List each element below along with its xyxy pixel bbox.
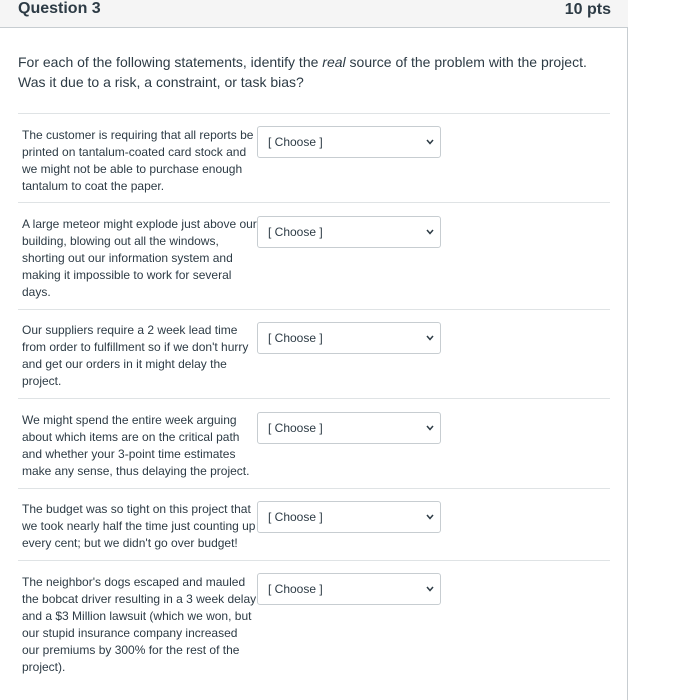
dropdown-selected-value: [ Choose ] [268,421,323,435]
question-points: 10 pts [564,1,611,18]
prompt-text-start: For each of the following statements, identify the [18,54,323,70]
chevron-down-icon [426,586,434,592]
divider [18,309,610,310]
divider [18,398,610,399]
prompt-emphasis: real [322,54,346,70]
answer-dropdown[interactable] [257,573,441,605]
divider [18,488,610,489]
prompt-text-end: source of the problem with the project. Was it due to a risk, a constraint, or task bias? [18,54,587,90]
question-header [0,0,628,28]
chevron-down-icon [426,229,434,235]
divider [18,113,610,114]
statement-text: The neighbor's dogs escaped and mauled the bobcat driver resulting in a 3 week delay and a $3 Million lawsuit (which we won, but our stupid insurance company increased our premiums by 300% for the rest of the project). [22,575,257,674]
dropdown-selected-value: [ Choose ] [268,582,323,596]
question-prompt [18,52,610,92]
question-title: Question 3 [18,0,101,17]
statement-text: The customer is requiring that all reports be printed on tantalum-coated card stock and we might not be able to purchase enough tantalum to coat the paper. [22,128,254,193]
answer-dropdown[interactable] [257,126,441,158]
chevron-down-icon [426,335,434,341]
statement-text: We might spend the entire week arguing about which items are on the critical path and whether your 3-point time estimates make any sense, thus delaying the project. [22,413,250,478]
answer-dropdown[interactable] [257,501,441,533]
divider [18,560,610,561]
statement-text: Our suppliers require a 2 week lead time from order to fulfillment so if we don't hurry and get our orders in it might delay the project. [22,323,249,388]
chevron-down-icon [426,514,434,520]
divider [18,202,610,203]
answer-dropdown[interactable] [257,322,441,354]
chevron-down-icon [426,425,434,431]
statement-text: A large meteor might explode just above our building, blowing out all the windows, shorting out our information system and making it impossible to work for several days. [22,217,257,299]
answer-dropdown[interactable] [257,412,441,444]
dropdown-selected-value: [ Choose ] [268,225,323,239]
answer-dropdown[interactable] [257,216,441,248]
statement-text: The budget was so tight on this project that we took nearly half the time just counting up every cent; but we didn't go over budget! [22,502,256,550]
chevron-down-icon [426,139,434,145]
dropdown-selected-value: [ Choose ] [268,135,323,149]
dropdown-selected-value: [ Choose ] [268,510,323,524]
dropdown-selected-value: [ Choose ] [268,331,323,345]
